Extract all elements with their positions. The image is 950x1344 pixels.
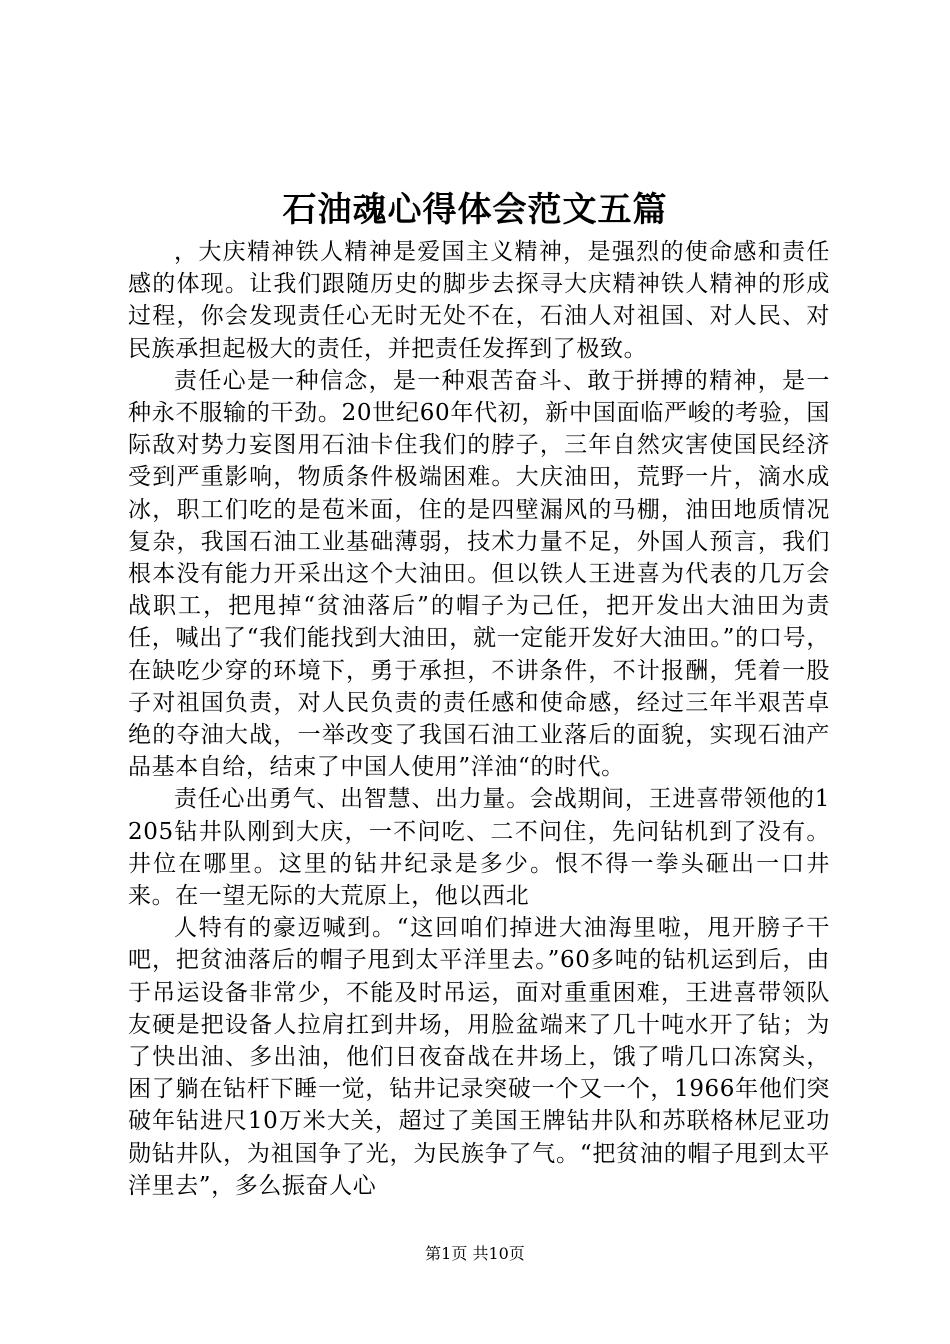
paragraph-4: 人特有的豪迈喊到。“这回咱们掉进大油海里啦，甩开膀子干吧，把贫油落后的帽子甩到太平洋里去。”60多吨的钻机运到后，由于吊运设备非常少，不能及时吊运，面对重重困难，王进喜带领队友硬是把设备人拉肩扛到井场，用脸盆端来了几十吨水开了钻；为了快出油、多出油，他们日夜奋战在井场上，饿了啃几口冻窝头，困了躺在钻杆下睡一觉，钻井记录突破一个又一个，1966年他们突破年钻进尺10万米大关，超过了美国王牌钻井队和苏联格林尼亚功勋钻井队，为祖国争了光，为民族争了气。“把贫油的帽子甩到太平洋里去”，多么振奋人心 — [128, 915, 830, 1199]
paragraph-2: 责任心是一种信念，是一种艰苦奋斗、敢于拼搏的精神，是一种永不服输的干劲。20世纪60年代初，新中国面临严峻的考验，国际敌对势力妄图用石油卡住我们的脖子，三年自然灾害使国民经济受到严重影响，物质条件极端困难。大庆油田，荒野一片，滴水成冰，职工们吃的是苞米面，住的是四壁漏风的马棚，油田地质情况复杂，我国石油工业基础薄弱，技术力量不足，外国人预言，我们根本没有能力开采出这个大油田。但以铁人王进喜为代表的几万会战职工，把甩掉“贫油落后”的帽子为己任，把开发出大油田为责任，喊出了“我们能找到大油田，就一定能开发好大油田。”的口号，在缺吃少穿的环境下，勇于承担，不讲条件，不计报酬，凭着一股子对祖国负责，对人民负责的责任感和使命感，经过三年半艰苦卓绝的夺油大战，一举改变了我国石油工业落后的面貌，实现石油产品基本自给，结束了中国人使用”洋油“的时代。 — [128, 367, 830, 781]
page-number-footer: 第1页 共10页 — [425, 1244, 525, 1263]
paragraph-3: 责任心出勇气、出智慧、出力量。会战期间，王进喜带领他的1205钻井队刚到大庆，一不问吃、二不问住，先问钻机到了没有。井位在哪里。这里的钻井纪录是多少。恨不得一拳头砸出一口井来。在一望无际的大荒原上，他以西北 — [128, 786, 830, 910]
document-title: 石油魂心得体会范文五篇 — [282, 190, 668, 230]
document-body — [128, 236, 830, 1202]
paragraph-1: ，大庆精神铁人精神是爱国主义精神，是强烈的使命感和责任感的体现。让我们跟随历史的脚步去探寻大庆精神铁人精神的形成过程，你会发现责任心无时无处不在，石油人对祖国、对人民、对民族承担起极大的责任，并把责任发挥到了极致。 — [128, 239, 830, 362]
